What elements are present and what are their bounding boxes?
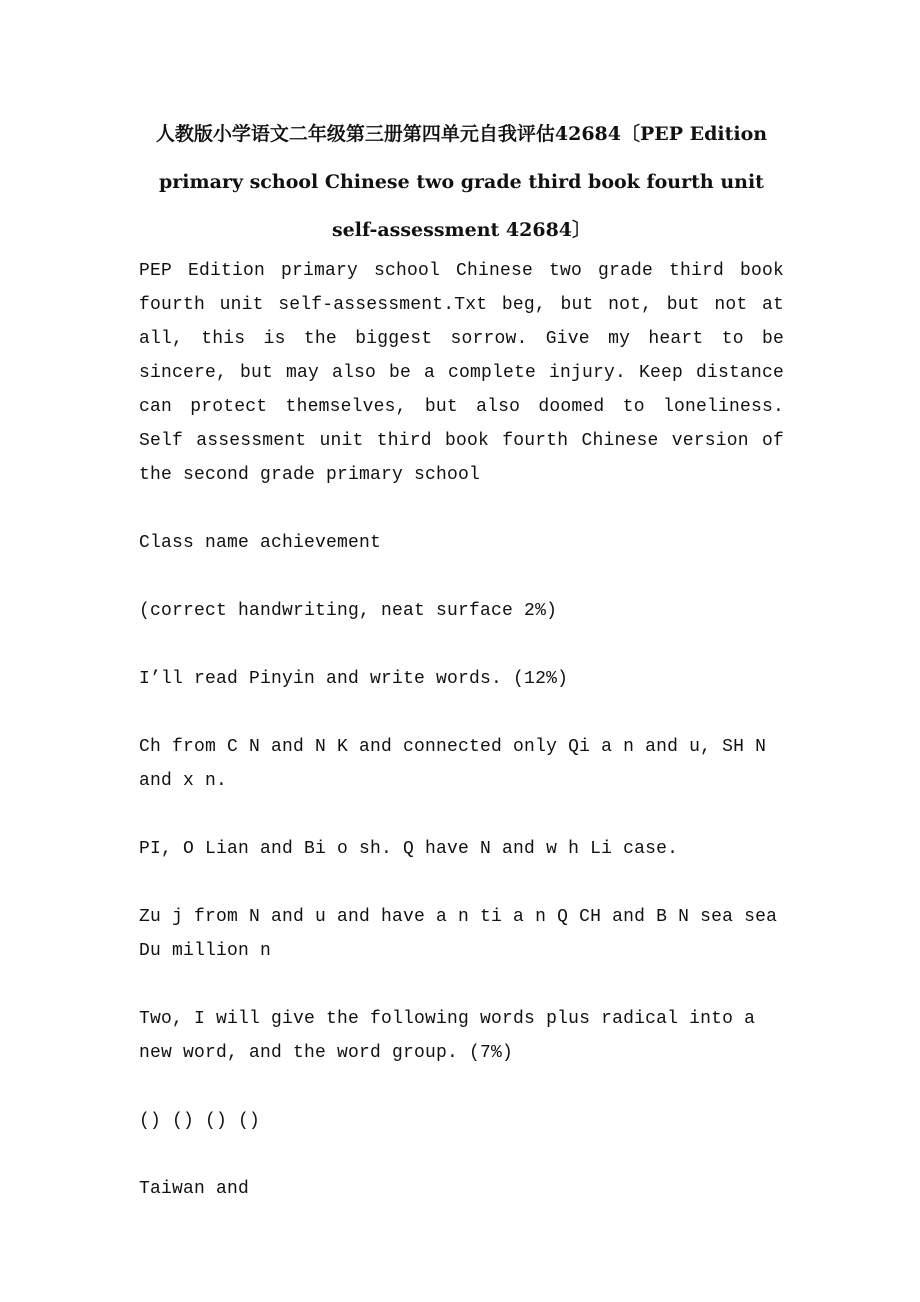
document-title: 人教版小学语文二年级第三册第四单元自我评估42684〔PEP Edition primary school Chinese two grade third book fourth unit self-assessment 42684〕 [155,123,768,241]
class-name-line: Class name achievement [139,533,382,553]
intro-paragraph: PEP Edition primary school Chinese two grade third book fourth unit self-assessment.Txt beg, but not, but not at all, this is the biggest sorrow. Give my heart to be sincere, but may also be a complete injury. Keep distance can protect themselves, but also doomed to loneliness. Self assessment unit third book fourth Chinese version of the second grade primary school [139,261,784,485]
pinyin-line-2: PI, O Lian and Bi o sh. Q have N and w h Li case. [139,839,679,859]
taiwan-line: Taiwan and [139,1179,250,1199]
document-page [139,110,784,1206]
blank-brackets: () () () () [139,1111,261,1131]
handwriting-note: (correct handwriting, neat surface 2%) [139,601,558,621]
pinyin-line-1: Ch from C N and N K and connected only Qi a n and u, SH N and x n. [139,737,767,791]
section-one-heading: I’ll read Pinyin and write words. (12%) [139,669,569,689]
pinyin-line-3: Zu j from N and u and have a n ti a n Q CH and B N sea sea Du million n [139,907,778,961]
section-two-heading: Two, I will give the following words plus radical into a new word, and the word group. (7%) [139,1009,756,1063]
